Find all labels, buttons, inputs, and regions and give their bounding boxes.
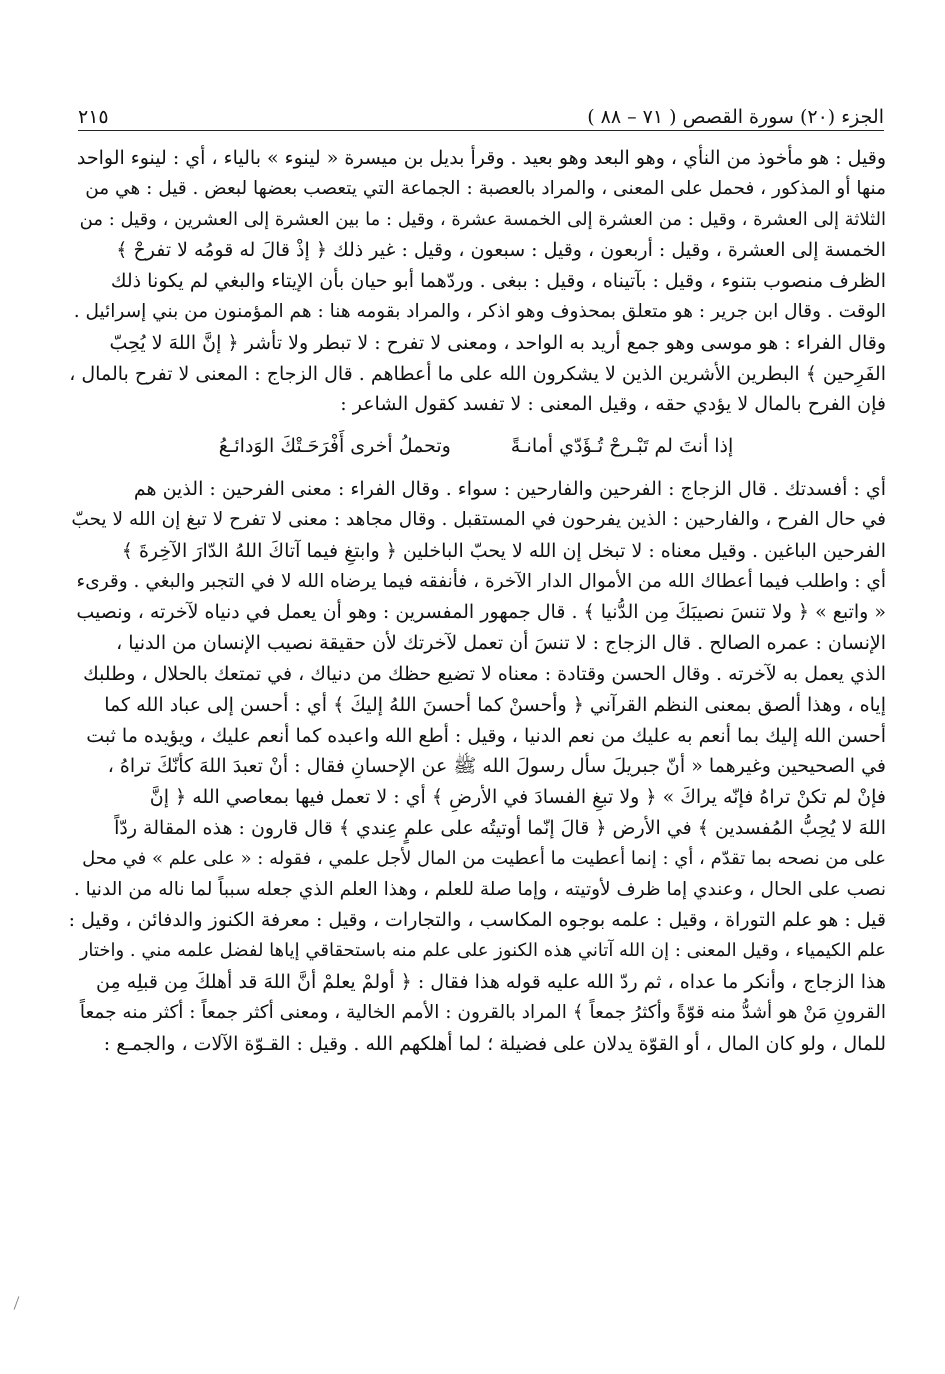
text-line: علم الكيمياء ، وقيل المعنى : إن الله آتاني هذه الكنوز على علم منه باستحقاقي إياها لفضل علمه مني . واختار <box>79 940 886 962</box>
text-line: للمال ، ولو كان المال ، أو القوّة يدلان على فضيلة ؛ لما أهلكهم الله . وقيل : القـوّة الآلات ، والجمـع : <box>103 1032 886 1055</box>
header-divider <box>78 130 884 131</box>
text-line: نصب على الحال ، وعندي إما ظرف لأوتيته ، وإما صلة للعلم ، وهذا العلم الذي جعله سبباً لما ناله من الدنيا . <box>73 878 886 900</box>
text-line: وقيل : هو مأخوذ من النأي ، وهو البعد وهو بعيد . وقرأ بديل بن ميسرة « لينوء » بالياء ، أي : لينوء الواحد <box>76 147 886 169</box>
text-line: قيل : هو علم التوراة ، وقيل : علمه بوجوه المكاسب ، والتجارات ، وقيل : معرفة الكنوز والدفائن ، وقيل : <box>68 909 886 932</box>
text-line: على من نصحه بما تقدّم ، أي : إنما أعطيت ما أعطيت من المال لأجل علمي ، فقوله : « على علم » في محل <box>82 847 886 869</box>
text-line: الوقت . وقال ابن جرير : هو متعلق بمحذوف وهو اذكر ، والمراد بقومه هنا : هم المؤمنون من بني إسرائيل . <box>73 300 886 322</box>
text-line: منها أو المذكور ، فحمل على المعنى ، والمراد بالعصبة : الجماعة التي يتعصب بعضها لبعض . قيل : هي من <box>85 177 886 199</box>
text-line: اللهَ لا يُحِبُّ المُفسدين ﴾ في الأرض ﴿ قالَ إنّما أوتيتُه على علمٍ عِندي ﴾ قال قارون : هذه المقالة ردّاً <box>114 816 886 839</box>
text-line: الفَرِحين ﴾ البطرين الأشرين الذين لا يشكرون الله على ما أعطاهم . قال الزجاج : المعنى لا تفرح بالمال ، <box>69 362 886 385</box>
text-line: الثلاثة إلى العشرة ، وقيل : من العشرة إلى الخمسة عشرة ، وقيل : ما بين العشرة إلى العشرين ، وقيل : من <box>79 208 886 230</box>
text-line: الذي يعمل به لآخرته . وقال الحسن وقتادة : معناه لا تضيع حظك من دنياك ، في تمتعك بالحلال ، وطلبك <box>83 662 886 685</box>
text-line: الفرحين الباغين . وقيل معناه : لا تبخل إن الله لا يحبّ الباخلين ﴿ وابتغِ فيما آتاكَ اللهُ الدّارَ الآخِرةَ ﴾ <box>121 539 886 562</box>
commentary-body <box>66 143 886 1059</box>
text-line: القرونِ مَنْ هو أشدُّ منه قوّةً وأكثرُ جمعاً ﴾ المراد بالقرون : الأمم الخالية ، ومعنى أكثر جمعاً : أكثر منه جمعاً <box>79 1001 886 1023</box>
page-number: ٢١٥ <box>78 106 109 128</box>
paragraph-before-verse <box>66 143 886 420</box>
text-line: فإنْ لم تكنْ تراهُ فإنّه يراكَ » ﴿ ولا تبغِ الفسادَ في الأرضِ ﴾ أي : لا تعمل فيها بمعاصي الله ﴿ إنَّ <box>149 786 886 809</box>
page-header <box>78 88 884 128</box>
text-line: الخمسة إلى العشرة ، وقيل : أربعون ، وقيل : سبعون ، وقيل : غير ذلك ﴿ إذْ قالَ له قومُه لا تفرحْ ﴾ <box>116 239 886 262</box>
text-line: في حال الفرح ، والفارحين : الذين يفرحون في المستقبل . وقال مجاهد : معنى لا تفرح لا تبغ إن الله لا يحبّ <box>71 508 886 530</box>
text-line: « واتبع » ﴿ ولا تنسَ نصيبَكَ مِن الدُّنيا ﴾ . قال جمهور المفسرين : وهو أن يعمل في دنياه لآخرته ، ونصيب <box>76 601 886 624</box>
text-line: أحسن الله إليك بما أنعم به عليك من نعم الدنيا ، وقيل : أطع الله واعبده كما أنعم عليك ، ويؤيده ما ثبت <box>86 724 886 747</box>
text-line: وقال الفراء : هو موسى وهو جمع أريد به الواحد ، ومعنى لا تفرح : لا تبطر ولا تأشر ﴿ إنَّ اللهَ لا يُحِبّ <box>109 331 886 354</box>
text-line: إياه ، وهذا ألصق بمعنى النظم القرآني ﴿ وأحسنْ كما أحسنَ اللهُ إليكَ ﴾ أي : أحسن إلى عباد الله كما <box>104 693 886 716</box>
text-line: في الصحيحين وغيرهما « أنّ جبريلَ سأل رسولَ الله ﷺ عن الإحسانِ فقال : أنْ تعبدَ اللهَ كأنّكَ تراهُ ، <box>107 755 886 778</box>
text-line: الإنسان : عمره الصالح . قال الزجاج : لا تنسَ أن تعمل لآخرتك لأن حقيقة نصيب الإنسان من الدنيا ، <box>116 632 886 655</box>
text-line: فإن الفرح بالمال لا يؤدي حقه ، وقيل المعنى : لا تفسد كقول الشاعر : <box>340 393 886 416</box>
verse-second-hemistich: وتحملُ أخرى أَفْرَحَـتْكَ الوَدائـعُ <box>218 435 451 458</box>
text-line: أي : أفسدتك . قال الزجاج : الفرحين والفارحين : سواء . وقال الفراء : معنى الفرحين : الذين هم <box>133 478 886 501</box>
verse-first-hemistich: إذا أنتَ لم تَبْـرحْ تُـؤَدّي أمانـةً <box>510 435 734 458</box>
text-line: هذا الزجاج ، وأنكر ما عداه ، ثم ردّ الله عليه قوله هذا فقال : ﴿ أولمْ يعلمْ أنَّ اللهَ قد أهلكَ مِن قبلِه مِن <box>96 970 886 993</box>
poetry-verse <box>66 424 886 468</box>
text-line: أي : واطلب فيما أعطاك الله من الأموال الدار الآخرة ، فأنفقه فيما يرضاه الله لا في التجبر والبغي . وقرىء <box>76 570 886 592</box>
paragraph-after-verse <box>66 474 886 1059</box>
running-title: الجزء (٢٠) سورة القصص ( ٧١ – ٨٨ ) <box>587 106 884 128</box>
scan-mark <box>14 1296 20 1309</box>
text-line: الظرف منصوب بتنوء ، وقيل : بآتيناه ، وقيل : ببغى . وردّهما أبو حيان بأن الإيتاء والبغي لم يكونا ذلك <box>110 270 886 293</box>
